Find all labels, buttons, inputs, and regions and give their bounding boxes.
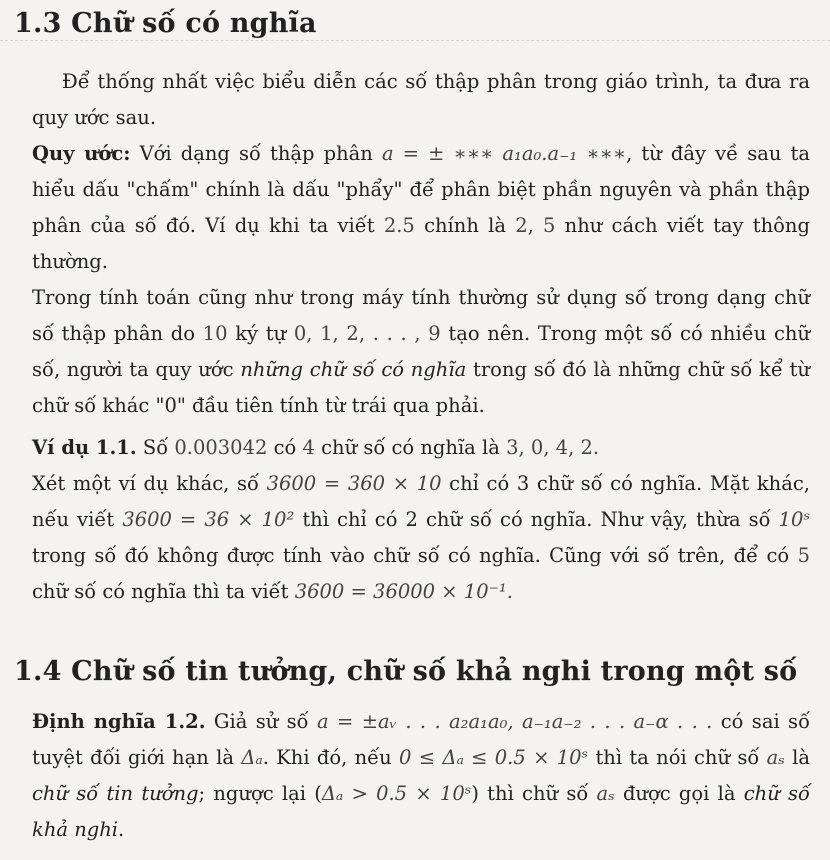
- digit-list: 0, 1, 2, . . . , 9: [293, 322, 441, 345]
- formula: 3600 = 36000 × 10⁻¹.: [294, 580, 513, 603]
- text: Với dạng số thập phân: [139, 142, 373, 165]
- text: ; ngược lại (: [198, 782, 322, 805]
- text: . Khi đó, nếu: [262, 746, 392, 769]
- term: chữ số khả nghi: [32, 782, 810, 841]
- text: ký tự: [235, 322, 287, 345]
- formula: a = ± ∗∗∗ a₁a₀.a₋₁ ∗∗∗: [381, 142, 627, 165]
- text: được gọi là: [622, 782, 736, 805]
- term: chữ số tin tưởng: [32, 782, 199, 805]
- number: 10: [202, 322, 228, 345]
- text: chữ số có nghĩa thì ta viết: [32, 580, 289, 603]
- example-paragraph: [32, 430, 810, 466]
- text: Giả sử số: [213, 710, 309, 733]
- term: những chữ số có nghĩa: [240, 358, 467, 381]
- definition-label: Định nghĩa 1.2.: [32, 710, 206, 733]
- section-title-1-3: 1.3 Chữ số có nghĩa: [14, 8, 317, 39]
- text: chữ số có nghĩa là: [321, 436, 500, 459]
- text: chính là: [424, 214, 506, 237]
- formula: a = ±aᵥ . . . a₂a₁a₀, a₋₁a₋₂ . . . a₋α . . .: [316, 710, 713, 733]
- text: , từ đây về sau ta hiểu dấu "chấm" chính là dấu "phẩy" để phân biệt phần nguyên và phần thập phân của số đó. Ví dụ khi ta viết: [32, 142, 810, 237]
- formula: 3600 = 360 × 10: [266, 472, 442, 495]
- text: Xét một ví dụ khác, số: [32, 472, 259, 495]
- text: thì chỉ có 2 chữ số có nghĩa. Như vậy, thừa số: [302, 508, 771, 531]
- formula: 3600 = 36 × 10²: [122, 508, 295, 531]
- number: 4: [302, 436, 315, 459]
- text: Số: [142, 436, 169, 459]
- intro-paragraph: Để thống nhất việc biểu diễn các số thập phân trong giáo trình, ta đưa ra quy ước sau.: [32, 70, 810, 129]
- number: 5: [797, 544, 810, 567]
- text: chỉ có 3 chữ số có nghĩa. Mặt khác, nếu viết: [32, 472, 810, 531]
- number: 0.003042: [174, 436, 268, 459]
- text: có sai số tuyệt đối giới hạn là: [32, 710, 810, 769]
- text: tạo nên. Trong một số có nhiều chữ số, người ta quy ước: [32, 322, 811, 381]
- text: .: [118, 818, 125, 841]
- text: như cách viết tay thông thường.: [32, 214, 810, 273]
- second-example-paragraph: [32, 466, 810, 610]
- formula: 0 ≤ Δₐ ≤ 0.5 × 10ˢ: [399, 746, 589, 769]
- formula: 10ˢ: [778, 508, 811, 531]
- formula: aₛ: [766, 746, 785, 769]
- convention-paragraph: [32, 136, 810, 280]
- text: Trong tính toán cũng như trong máy tính thường sử dụng số trong dạng chữ số thập phân do: [32, 286, 810, 345]
- formula: Δₐ > 0.5 × 10ˢ: [321, 782, 472, 805]
- number: 2, 5: [515, 214, 556, 237]
- formula: Δₐ: [241, 746, 263, 769]
- text: trong số đó không được tính vào chữ số có nghĩa. Cũng với số trên, để có: [32, 544, 790, 567]
- significant-digits-paragraph: [32, 280, 810, 424]
- text: là: [792, 746, 810, 769]
- definition-paragraph: [32, 704, 810, 848]
- section-title-1-4: 1.4 Chữ số tin tưởng, chữ số khả nghi trong một số: [14, 656, 798, 687]
- text: có: [273, 436, 297, 459]
- divider: [0, 40, 830, 41]
- text: thì ta nói chữ số: [595, 746, 760, 769]
- formula: aₛ: [596, 782, 615, 805]
- digit-list: 3, 0, 4, 2.: [506, 436, 600, 459]
- number: 2.5: [383, 214, 415, 237]
- text: trong số đó là những chữ số kể từ chữ số khác "0" đầu tiên tính từ trái qua phải.: [32, 358, 811, 417]
- text: ) thì chữ số: [471, 782, 589, 805]
- example-label: Ví dụ 1.1.: [32, 436, 137, 459]
- convention-label: Quy ước:: [32, 142, 131, 165]
